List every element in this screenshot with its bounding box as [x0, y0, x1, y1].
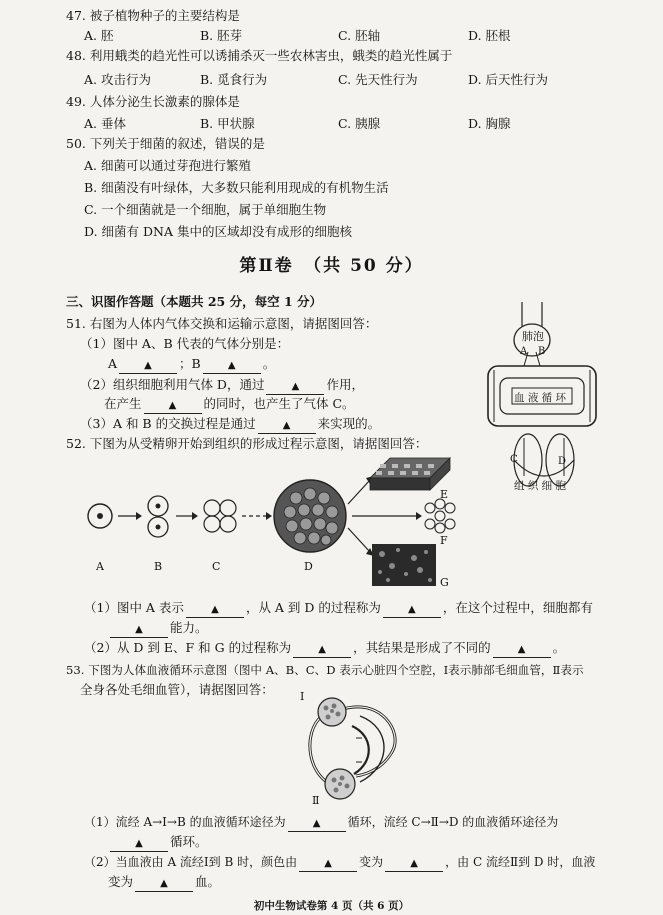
q51-sub1-answers: A ▲ ；B ▲ 。 [108, 356, 275, 374]
q49-option-a: A. 垂体 [84, 116, 126, 131]
q49-stem: 49. 人体分泌生长激素的腺体是 [66, 94, 240, 109]
q47-option-d: D. 胚根 [468, 28, 511, 43]
blood-circulation-diagram [300, 692, 410, 802]
answer-blank[interactable]: ▲ [266, 378, 324, 395]
label-f: F [440, 534, 448, 547]
page-footer: 初中生物试卷第 4 页（共 6 页） [253, 900, 410, 912]
label-tissue-cells: 组 织 细 胞 [514, 480, 567, 492]
q53-sub2: （2）当血液由 A 流经Ⅰ到 B 时，颜色由 ▲ 变为 ▲ ，由 C 流经Ⅱ到 D 时，血液 [84, 854, 595, 872]
answer-blank[interactable]: ▲ [493, 641, 551, 658]
answer-blank[interactable]: ▲ [383, 601, 441, 618]
answer-blank[interactable]: ▲ [119, 357, 177, 374]
answer-blank[interactable]: ▲ [110, 621, 168, 638]
answer-blank[interactable]: ▲ [288, 815, 346, 832]
label-c: C [510, 454, 518, 465]
label-d: D [304, 560, 313, 573]
label-alveolus: 肺泡 [522, 330, 544, 343]
q50-option-a: A. 细菌可以通过芽孢进行繁殖 [84, 158, 251, 173]
q50-stem: 50. 下列关于细菌的叙述，错误的是 [66, 136, 265, 151]
q49-option-d: D. 胸腺 [468, 116, 511, 131]
q53-stem: 53. 下图为人体血液循环示意图（图中 A、B、C、D 表示心脏四个空腔，Ⅰ表示肺部毛细血管，Ⅱ表示 [66, 663, 584, 677]
label-d: D [558, 456, 567, 467]
answer-blank[interactable]: ▲ [135, 875, 193, 892]
q51-stem: 51. 右图为人体内气体交换和运输示意图，请据图回答： [66, 316, 378, 331]
q48-option-c: C. 先天性行为 [338, 72, 418, 87]
q53-sub1: （1）流经 A→Ⅰ→B 的血液循环途径为 ▲ 循环，流经 C→Ⅱ→D 的血液循环途径为 [84, 814, 558, 832]
q49-option-b: B. 甲状腺 [200, 116, 255, 131]
q47-option-a: A. 胚 [84, 28, 114, 43]
section-title: 第Ⅱ卷 （共 50 分） [239, 256, 424, 276]
q47-option-c: C. 胚轴 [338, 28, 381, 43]
label-lung-capillary: Ⅰ [300, 690, 305, 703]
q53-stem-continued: 全身各处毛细血管），请据图回答： [80, 682, 274, 697]
q52-stem: 52. 下图为从受精卵开始到组织的形成过程示意图，请据图回答： [66, 436, 428, 451]
label-b: B [538, 346, 546, 357]
cell-division-diagram [80, 452, 560, 592]
q48-option-d: D. 后天性行为 [468, 72, 549, 87]
label-c: C [212, 560, 221, 573]
part3-heading: 三、识图作答题（本题共 25 分，每空 1 分） [66, 294, 323, 309]
answer-blank[interactable]: ▲ [385, 855, 443, 872]
q51-sub2: （2）组织细胞利用气体 D，通过 ▲ 作用， [80, 377, 364, 395]
q50-option-b: B. 细菌没有叶绿体，大多数只能利用现成的有机物生活 [84, 180, 389, 195]
label-e: E [440, 488, 449, 501]
q50-option-c: C. 一个细菌就是一个细胞，属于单细胞生物 [84, 202, 327, 217]
q47-stem: 47. 被子植物种子的主要结构是 [66, 8, 240, 23]
answer-blank[interactable]: ▲ [299, 855, 357, 872]
q49-option-c: C. 胰腺 [338, 116, 381, 131]
answer-blank[interactable]: ▲ [293, 641, 351, 658]
label-a: A [520, 346, 528, 357]
label-b: B [154, 560, 163, 573]
answer-blank[interactable]: ▲ [203, 357, 261, 374]
answer-blank[interactable]: ▲ [110, 835, 168, 852]
q51-sub1: （1）图中 A、B 代表的气体分别是： [80, 336, 290, 351]
q52-sub1b: ▲ 能力。 [108, 620, 208, 638]
q52-sub1: （1）图中 A 表示 ▲ ，从 A 到 D 的过程称为 ▲ ，在这个过程中，细胞都有 [84, 600, 593, 618]
label-g: G [440, 576, 449, 589]
label-body-capillary: Ⅱ [312, 794, 320, 807]
q51-sub3: （3）A 和 B 的交换过程是通过 ▲ 来实现的。 [80, 416, 380, 434]
q51-sub2b: 在产生 ▲ 的同时，也产生了气体 C。 [104, 396, 355, 414]
label-a: A [96, 560, 104, 573]
q48-option-b: B. 觅食行为 [200, 72, 268, 87]
answer-blank[interactable]: ▲ [186, 601, 244, 618]
q53-sub2b: 变为 ▲ 血。 [108, 874, 220, 892]
label-blood-circulation: 血 液 循 环 [514, 392, 567, 404]
answer-blank[interactable]: ▲ [144, 397, 202, 414]
q50-option-d: D. 细菌有 DNA 集中的区域却没有成形的细胞核 [84, 224, 352, 239]
q48-stem: 48. 利用蛾类的趋光性可以诱捕杀灭一些农林害虫，蛾类的趋光性属于 [66, 48, 453, 63]
answer-blank[interactable]: ▲ [258, 417, 316, 434]
q52-sub2: （2）从 D 到 E、F 和 G 的过程称为 ▲ ，其结果是形成了不同的 ▲ 。 [84, 640, 565, 658]
q47-option-b: B. 胚芽 [200, 28, 243, 43]
q53-sub1b: ▲ 循环。 [108, 834, 208, 852]
q48-option-a: A. 攻击行为 [84, 72, 151, 87]
